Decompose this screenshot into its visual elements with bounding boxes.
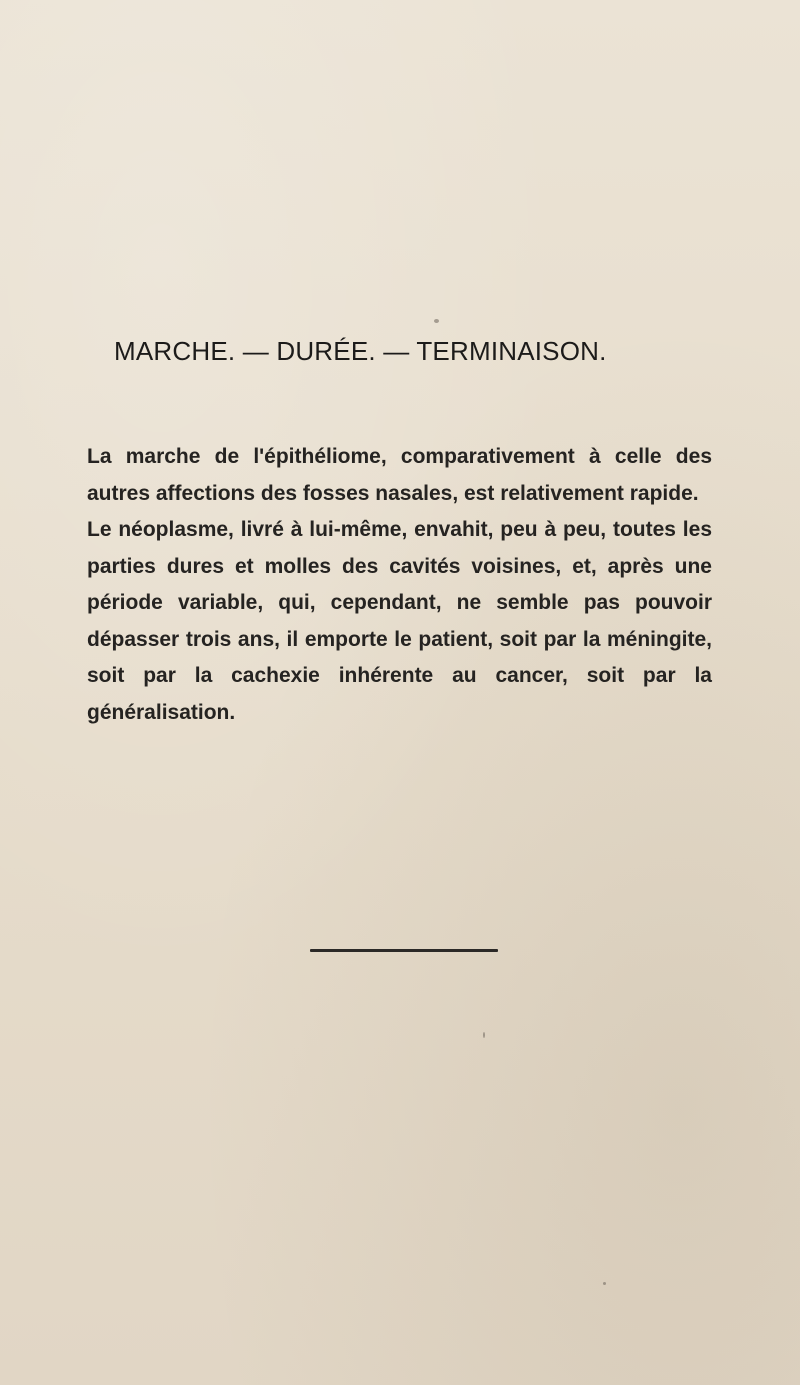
paper-speck — [483, 1032, 485, 1038]
section-divider — [310, 949, 498, 952]
section-title: MARCHE. — DURÉE. — TERMINAISON. — [114, 336, 607, 366]
paper-speck — [434, 319, 439, 323]
paragraph-1: La marche de l'épithéliome, comparativement à celle des autres affections des fosses nasales, est relativement rapide. — [87, 445, 712, 505]
paragraph-2: Le néoplasme, livré à lui-même, envahit, peu à peu, toutes les parties dures et molles des cavités voisines, et, après une période variable, qui, cependant, ne semble pas pouvoir dépasser trois ans, il emporte le patient, soit par la méningite, soit par la cachexie inhérente au cancer, soit par la généralisation. — [87, 518, 712, 724]
paper-speck — [603, 1282, 606, 1285]
body-text — [87, 439, 712, 731]
